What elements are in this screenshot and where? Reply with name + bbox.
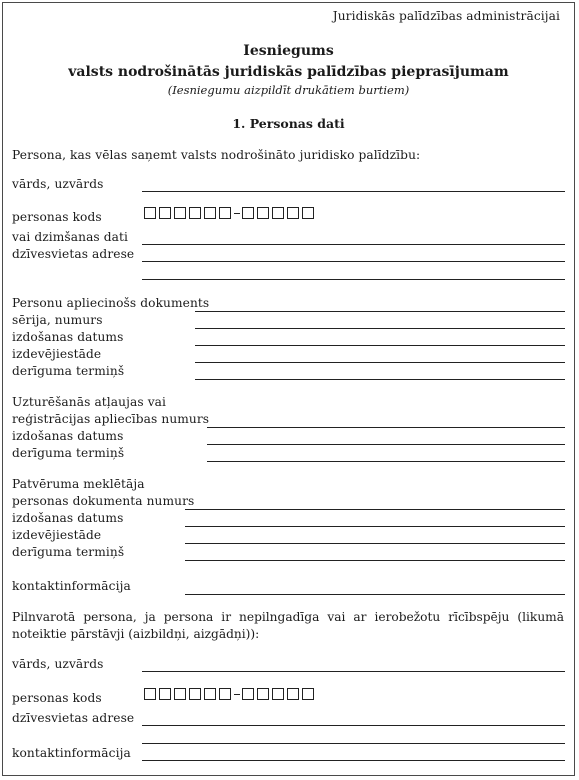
code-box[interactable] [144, 207, 156, 219]
form-title: Iesniegums [243, 43, 334, 59]
rep-name-input-line[interactable] [142, 671, 565, 672]
id-doc-input-line[interactable] [195, 311, 565, 312]
code-box[interactable] [272, 207, 284, 219]
code-box[interactable] [159, 688, 171, 700]
form-subtitle: valsts nodrošinātās juridiskās palīdzības pieprasījumam [68, 64, 509, 80]
asylum-issuer-label: izdevējiestāde [12, 528, 102, 542]
code-box[interactable] [189, 207, 201, 219]
address-input-line-2[interactable] [142, 279, 565, 280]
code-box[interactable] [302, 207, 314, 219]
code-box[interactable] [242, 207, 254, 219]
code-box[interactable] [144, 688, 156, 700]
code-box[interactable] [174, 207, 186, 219]
rep-name-label: vārds, uzvārds [12, 657, 104, 671]
code-box[interactable] [302, 688, 314, 700]
code-box[interactable] [219, 207, 231, 219]
section-heading: 1. Personas dati [232, 116, 345, 131]
id-doc-title: Personu apliecinošs dokuments [12, 296, 210, 310]
code-box[interactable] [204, 688, 216, 700]
code-box[interactable] [287, 207, 299, 219]
contact-label: kontaktinformācija [12, 579, 131, 593]
id-validity-input-line[interactable] [195, 379, 565, 380]
id-validity-label: derīguma termiņš [12, 364, 125, 378]
addressee: Juridiskās palīdzības administrācijai [332, 9, 560, 23]
asylum-validity-label: derīguma termiņš [12, 545, 125, 559]
code-box[interactable] [287, 688, 299, 700]
personal-code-label: personas kods [12, 210, 102, 224]
address-label: dzīvesvietas adrese [12, 247, 135, 261]
address-input-line[interactable] [142, 261, 565, 262]
birth-date-label: vai dzimšanas dati [12, 230, 129, 244]
permit-number-input-line[interactable] [207, 427, 565, 428]
name-input-line[interactable] [142, 191, 565, 192]
permit-issue-date-input-line[interactable] [207, 444, 565, 445]
rep-address-input-line-2[interactable] [142, 743, 565, 744]
asylum-title: Patvēruma meklētāja [12, 477, 145, 491]
code-box[interactable] [257, 688, 269, 700]
code-box[interactable] [159, 207, 171, 219]
rep-contact-input-line[interactable] [142, 760, 565, 761]
permit-validity-input-line[interactable] [207, 461, 565, 462]
code-box[interactable] [242, 688, 254, 700]
permit-title: Uzturēšanās atļaujas vai [12, 395, 167, 409]
rep-personal-code-boxes[interactable] [144, 688, 317, 700]
asylum-validity-input-line[interactable] [185, 560, 565, 561]
code-box[interactable] [257, 207, 269, 219]
code-box[interactable] [219, 688, 231, 700]
id-series-input-line[interactable] [195, 328, 565, 329]
id-issuer-label: izdevējiestāde [12, 347, 102, 361]
rep-address-input-line[interactable] [142, 725, 565, 726]
permit-number-label: reģistrācijas apliecības numurs [12, 412, 210, 426]
form-instruction: (Iesniegumu aizpildīt drukātiem burtiem) [167, 83, 410, 97]
person-intro: Persona, kas vēlas saņemt valsts nodrošināto juridisko palīdzību: [12, 148, 421, 162]
code-box[interactable] [174, 688, 186, 700]
id-issue-date-label: izdošanas datums [12, 330, 124, 344]
rep-contact-label: kontaktinformācija [12, 746, 131, 760]
code-box[interactable] [204, 207, 216, 219]
permit-issue-date-label: izdošanas datums [12, 429, 124, 443]
asylum-doc-number-input-line[interactable] [185, 509, 565, 510]
asylum-issue-date-label: izdošanas datums [12, 511, 124, 525]
name-label: vārds, uzvārds [12, 177, 104, 191]
birth-date-input-line[interactable] [142, 244, 565, 245]
code-dash [234, 694, 240, 695]
id-series-label: sērija, numurs [12, 313, 103, 327]
code-box[interactable] [272, 688, 284, 700]
rep-personal-code-label: personas kods [12, 691, 102, 705]
asylum-doc-number-label: personas dokumenta numurs [12, 494, 195, 508]
rep-address-label: dzīvesvietas adrese [12, 711, 135, 725]
representative-intro: Pilnvarotā persona, ja persona ir nepilngadīga vai ar ierobežotu rīcībspēju (likumā noteiktie pārstāvji (aizbildņi, aizgādņi)): [12, 610, 564, 641]
asylum-issuer-input-line[interactable] [185, 543, 565, 544]
id-issue-date-input-line[interactable] [195, 345, 565, 346]
code-box[interactable] [189, 688, 201, 700]
contact-input-line[interactable] [185, 594, 565, 595]
code-dash [234, 213, 240, 214]
id-issuer-input-line[interactable] [195, 362, 565, 363]
personal-code-boxes[interactable] [144, 207, 317, 219]
application-form-page [2, 2, 575, 776]
asylum-issue-date-input-line[interactable] [185, 526, 565, 527]
permit-validity-label: derīguma termiņš [12, 446, 125, 460]
